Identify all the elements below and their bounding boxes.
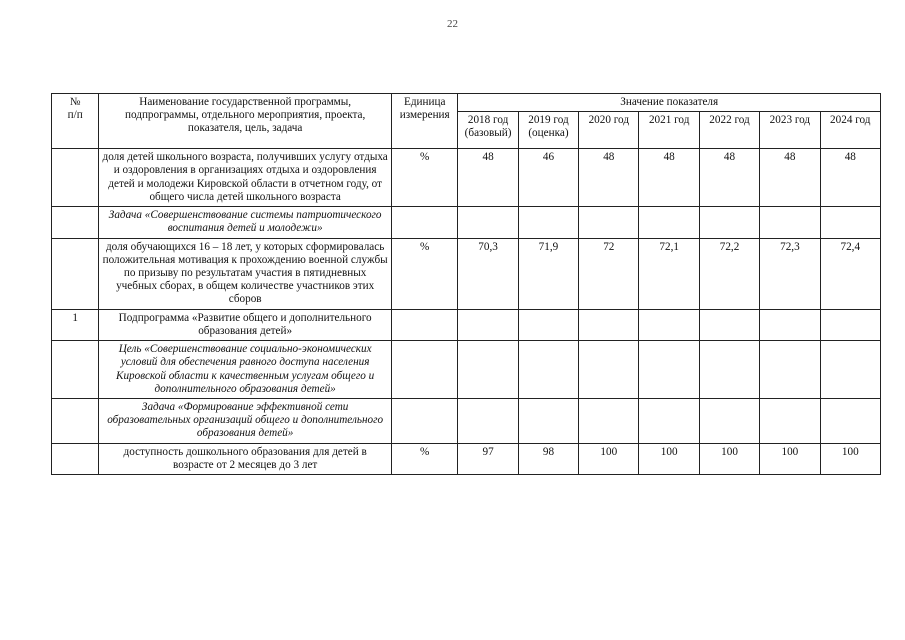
row-value-cell: [579, 309, 639, 340]
row-number-cell: [52, 238, 99, 309]
row-value-cell: [699, 398, 759, 443]
row-value-cell: [518, 309, 578, 340]
row-value-cell: [458, 398, 518, 443]
row-value-cell: [760, 207, 820, 238]
row-unit-cell: %: [392, 149, 458, 207]
row-value-cell: 48: [458, 149, 518, 207]
row-value-cell: [639, 309, 699, 340]
row-value-cell: [699, 309, 759, 340]
row-value-cell: [518, 341, 578, 399]
row-value-cell: [458, 341, 518, 399]
row-value-cell: [579, 341, 639, 399]
header-name: Наименование государственной программы, подпрограммы, отдельного мероприятия, проекта, показателя, цель, задача: [99, 94, 392, 149]
row-name-cell: Задача «Формирование эффективной сети образовательных организаций общего и дополнительного образования детей»: [99, 398, 392, 443]
header-year: 2020 год: [579, 112, 639, 149]
table-row: [52, 149, 881, 207]
row-value-cell: 100: [579, 443, 639, 474]
row-number-cell: 1: [52, 309, 99, 340]
row-unit-cell: [392, 309, 458, 340]
row-unit-cell: [392, 207, 458, 238]
header-year: 2021 год: [639, 112, 699, 149]
row-number-cell: [52, 149, 99, 207]
header-year: 2018 год (базовый): [458, 112, 518, 149]
row-value-cell: 72,3: [760, 238, 820, 309]
header-year: 2019 год (оценка): [518, 112, 578, 149]
table-row: [52, 238, 881, 309]
row-value-cell: 46: [518, 149, 578, 207]
row-number-cell: [52, 207, 99, 238]
row-value-cell: [639, 341, 699, 399]
row-value-cell: 70,3: [458, 238, 518, 309]
table-row: [52, 398, 881, 443]
row-value-cell: 72,2: [699, 238, 759, 309]
row-value-cell: 48: [579, 149, 639, 207]
row-number-cell: [52, 443, 99, 474]
header-year: 2022 год: [699, 112, 759, 149]
row-value-cell: 100: [820, 443, 880, 474]
row-value-cell: [820, 341, 880, 399]
row-value-cell: 48: [820, 149, 880, 207]
row-number-cell: [52, 341, 99, 399]
row-value-cell: [760, 398, 820, 443]
row-name-cell: доступность дошкольного образования для детей в возрасте от 2 месяцев до 3 лет: [99, 443, 392, 474]
row-value-cell: [820, 398, 880, 443]
row-unit-cell: [392, 398, 458, 443]
table-row: [52, 341, 881, 399]
row-value-cell: [518, 207, 578, 238]
row-number-cell: [52, 398, 99, 443]
row-value-cell: [639, 207, 699, 238]
row-value-cell: 48: [699, 149, 759, 207]
row-name-cell: Подпрограмма «Развитие общего и дополнительного образования детей»: [99, 309, 392, 340]
row-value-cell: 72: [579, 238, 639, 309]
row-value-cell: [820, 207, 880, 238]
row-value-cell: [579, 207, 639, 238]
row-value-cell: [699, 207, 759, 238]
row-value-cell: 72,4: [820, 238, 880, 309]
row-value-cell: 100: [760, 443, 820, 474]
header-num: № п/п: [52, 94, 99, 149]
row-value-cell: 48: [760, 149, 820, 207]
row-value-cell: [699, 341, 759, 399]
row-value-cell: 100: [699, 443, 759, 474]
row-unit-cell: [392, 341, 458, 399]
row-value-cell: [518, 398, 578, 443]
row-value-cell: 97: [458, 443, 518, 474]
row-value-cell: [760, 341, 820, 399]
row-name-cell: доля детей школьного возраста, получивших услугу отдыха и оздоровления в организациях отдыха и оздоровления детей и молодежи Кировской области в отчетном году, от общего числа детей школьного возраста: [99, 149, 392, 207]
row-value-cell: 71,9: [518, 238, 578, 309]
row-value-cell: 48: [639, 149, 699, 207]
row-value-cell: 98: [518, 443, 578, 474]
row-value-cell: [639, 398, 699, 443]
table-row: [52, 207, 881, 238]
row-name-cell: доля обучающихся 16 – 18 лет, у которых сформировалась положительная мотивация к прохождению военной службы по призыву по результатам участия в пятидневных учебных сборах, в общем количестве участников этих сборов: [99, 238, 392, 309]
row-value-cell: [820, 309, 880, 340]
row-name-cell: Цель «Совершенствование социально-экономических условий для обеспечения равного доступа населения Кировской области к качественным услугам общего и дополнительного образования детей»: [99, 341, 392, 399]
row-value-cell: [458, 309, 518, 340]
table-row: [52, 309, 881, 340]
table-row: [52, 443, 881, 474]
row-value-cell: [458, 207, 518, 238]
row-value-cell: 100: [639, 443, 699, 474]
header-unit: Единица измерения: [392, 94, 458, 149]
row-value-cell: 72,1: [639, 238, 699, 309]
indicators-table: [51, 93, 881, 475]
header-year: 2023 год: [760, 112, 820, 149]
header-value-group: Значение показателя: [458, 94, 881, 112]
row-value-cell: [760, 309, 820, 340]
row-name-cell: Задача «Совершенствование системы патриотического воспитания детей и молодежи»: [99, 207, 392, 238]
row-unit-cell: %: [392, 443, 458, 474]
row-value-cell: [579, 398, 639, 443]
header-year: 2024 год: [820, 112, 880, 149]
row-unit-cell: %: [392, 238, 458, 309]
page-number: 22: [447, 18, 458, 30]
